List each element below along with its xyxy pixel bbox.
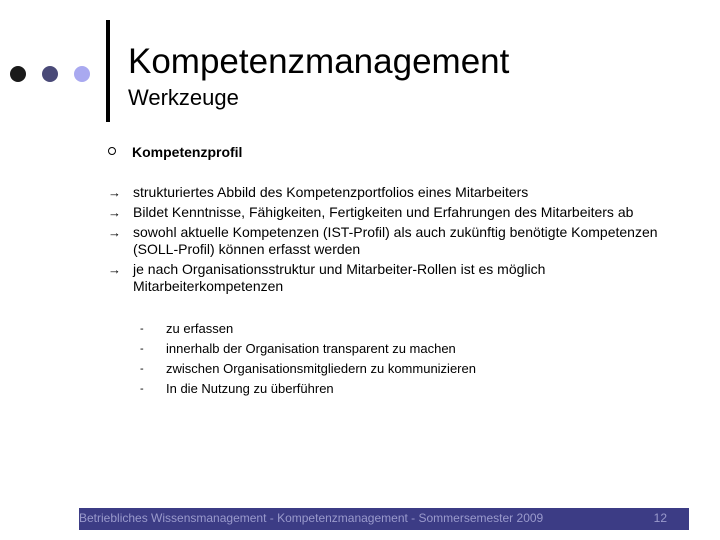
list-item	[108, 224, 698, 258]
sub-list-item-text: In die Nutzung zu überführen	[166, 381, 334, 396]
sub-list-item-text: innerhalb der Organisation transparent zu machen	[166, 341, 456, 356]
sub-list-item-text: zwischen Organisationsmitgliedern zu kommunizieren	[166, 361, 476, 376]
list-item-text: je nach Organisationsstruktur und Mitarbeiter-Rollen ist es möglich Mitarbeiterkompetenzen	[133, 261, 546, 294]
list-item	[108, 261, 698, 295]
arrow-icon: →	[108, 185, 121, 200]
dash-icon: -	[140, 343, 144, 355]
footer-text: Betriebliches Wissensmanagement - Kompetenzmanagement - Sommersemester 2009	[79, 511, 544, 525]
sub-list-item	[140, 321, 660, 337]
slide-footer	[79, 508, 689, 530]
section-heading-text: Kompetenzprofil	[132, 144, 243, 160]
slide-subtitle: Werkzeuge	[128, 85, 239, 110]
list-item	[108, 184, 698, 201]
sub-list-item	[140, 341, 660, 357]
dash-sub-list	[140, 321, 660, 401]
light-dot-icon	[74, 66, 90, 82]
dark-dot-icon	[10, 66, 26, 82]
list-item-text: strukturiertes Abbild des Kompetenzportfolios eines Mitarbeiters	[133, 184, 529, 200]
sub-list-item	[140, 361, 660, 377]
dash-icon: -	[140, 363, 144, 375]
arrow-icon: →	[108, 205, 121, 220]
list-item-text: Bildet Kenntnisse, Fähigkeiten, Fertigkeiten und Erfahrungen des Mitarbeiters ab	[133, 204, 634, 220]
dash-icon: -	[140, 323, 144, 335]
sub-list-item-text: zu erfassen	[166, 321, 234, 336]
arrow-bullet-list	[108, 184, 698, 298]
slide-title: Kompetenzmanagement	[128, 42, 510, 81]
page-number: 12	[653, 511, 667, 525]
arrow-icon: →	[108, 225, 121, 240]
medium-dot-icon	[42, 66, 58, 82]
ring-bullet-icon	[108, 147, 116, 155]
dash-icon: -	[140, 383, 144, 395]
arrow-icon: →	[108, 262, 121, 277]
sub-list-item	[140, 381, 660, 397]
list-item	[108, 204, 698, 221]
title-divider	[106, 20, 110, 122]
list-item-text: sowohl aktuelle Kompetenzen (IST-Profil) als auch zukünftig benötigte Kompetenzen (SOLL-Profil) können erfasst werden	[133, 224, 658, 257]
